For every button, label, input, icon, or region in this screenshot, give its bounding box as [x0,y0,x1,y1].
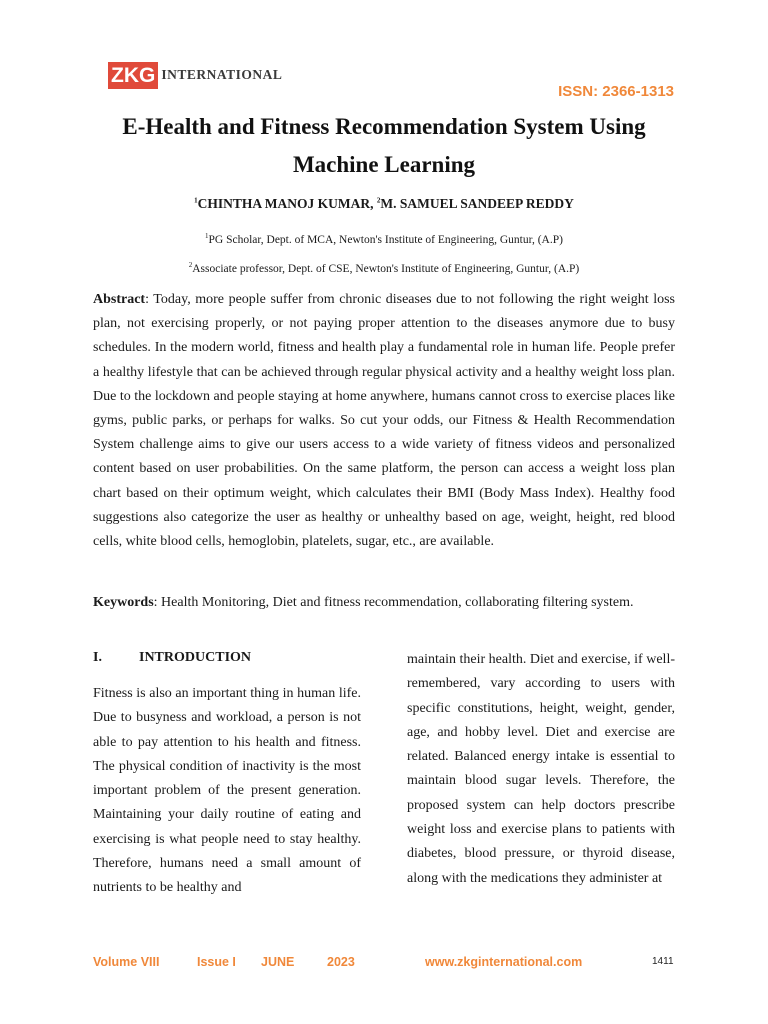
abstract [93,288,675,554]
affiliation-1 [60,232,708,246]
footer-website: www.zkginternational.com [425,955,583,969]
title-line-1: E-Health and Fitness Recommendation System Using [122,114,646,139]
issn-number: ISSN: 2366-1313 [558,83,674,100]
section-number: I. [93,650,102,665]
footer-volume: Volume VIII [93,955,160,969]
page-number: 1411 [652,956,674,967]
affiliation-2-text: Associate professor, Dept. of CSE, Newton's Institute of Engineering, Guntur, (A.P) [192,262,580,275]
author-1: CHINTHA MANOJ KUMAR, [197,196,377,211]
affil2-marker: 2 [188,261,193,269]
logo-abbr: ZKG [108,62,158,89]
intro-right-column: maintain their health. Diet and exercise, if well-remembered, vary according to users with specific constitutions, height, weight, gender, age, and hobby level. Diet and exercise are related. Balanced energy intake is essential to maintain blood sugar levels. Therefore, the proposed system can help doctors prescribe weight loss and exercise plans to patients with diabetes, blood pressure, or thyroid disease, along with the medications they administer at [407,652,675,886]
footer-year: 2023 [327,955,355,969]
title-line-2: Machine Learning [292,152,476,177]
journal-logo [108,60,282,90]
section-heading-introduction [93,650,251,666]
author2-marker: 2 [376,196,381,205]
footer-issue: Issue I [197,955,236,969]
affiliation-2 [60,261,708,275]
abstract-text: : Today, more people suffer from chronic diseases due to not following the right weight loss plan, not exercising properly, or not paying proper attention to the diseases anymore due to busy schedules. In the modern world, fitness and health play a fundamental role in human life. People prefer a healthy lifestyle that can be achieved through regular physical activity and a healthy weight loss plan. Due to the lockdown and people staying at home anywhere, humans cannot cross to exercise places like gyms, public parks, or perhaps for walks. So cut your odds, our Fitness & Health Recommendation System challenge aims to give our users access to a wide variety of fitness videos and personalized content based on user probabilities. On the same platform, the person can access a weight loss plan chart based on their optimum weight, which calculates their BMI (Body Mass Index). Healthy food suggestions also categorize the user as healthy or unhealthy based on age, weight, height, red blood cells, white blood cells, hemoglobin, platelets, sugar, etc., are available. [93,292,675,550]
logo-text: INTERNATIONAL [161,67,283,82]
author-2: M. SAMUEL SANDEEP REDDY [380,196,574,211]
paper-title [60,108,708,184]
footer-month: JUNE [261,955,295,969]
section-title: INTRODUCTION [139,650,252,665]
affil1-marker: 1 [205,232,209,240]
affiliation-1-text: PG Scholar, Dept. of MCA, Newton's Institute of Engineering, Guntur, (A.P) [208,233,563,246]
keywords [93,591,675,615]
intro-left-column: Fitness is also an important thing in human life. Due to busyness and workload, a person is not able to pay attention to his health and fitness. The physical condition of inactivity is the most important problem of the present generation. Maintaining your daily routine of eating and exercising is what people need to stay healthy. Therefore, humans need a small amount of nutrients to be healthy and [93,686,361,896]
abstract-label: Abstract [93,292,146,307]
keywords-label: Keywords [93,595,154,610]
authors [60,196,708,212]
author1-marker: 1 [194,196,198,205]
keywords-text: : Health Monitoring, Diet and fitness recommendation, collaborating filtering system. [153,595,634,610]
